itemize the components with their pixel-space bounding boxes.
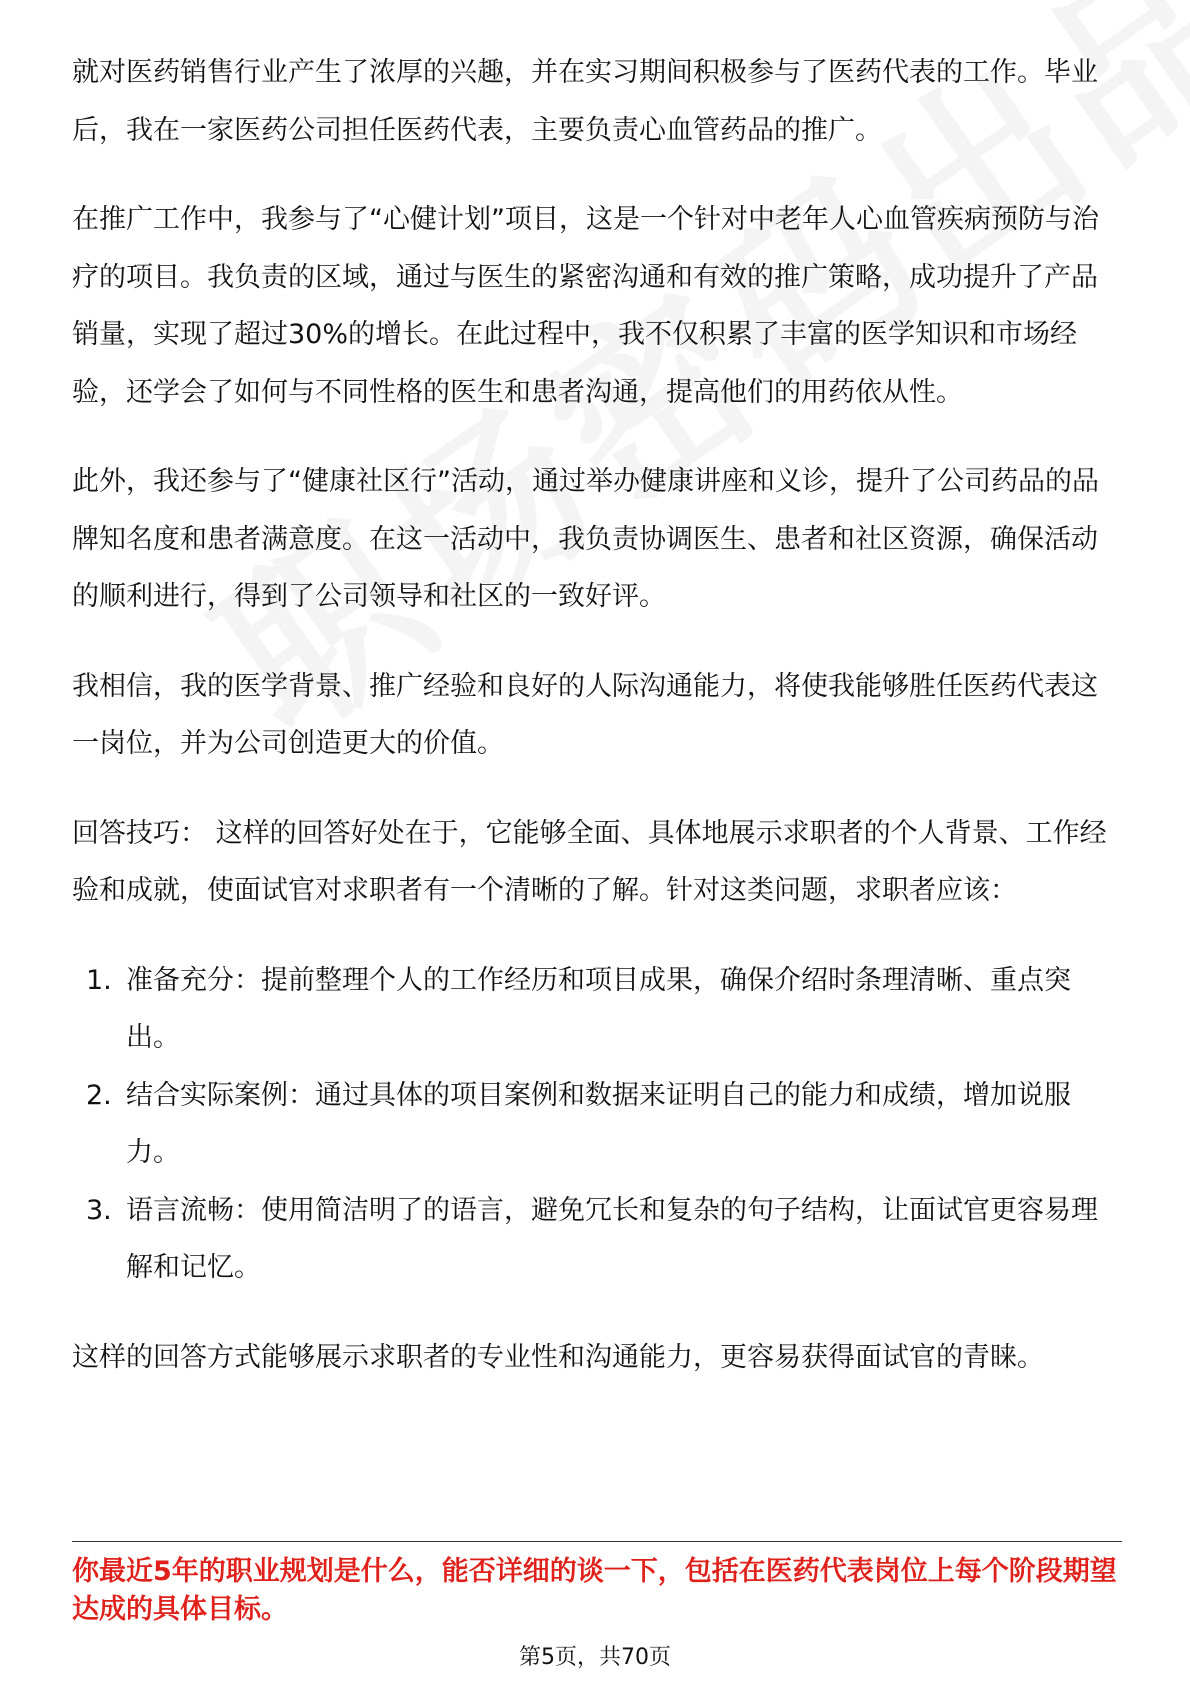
page-number: 第5页，共70页: [519, 1645, 671, 1670]
next-question-heading: 你最近5年的职业规划是什么，能否详细的谈一下，包括在医药代表岗位上每个阶段期望达成的具体目标。: [72, 1556, 1117, 1625]
tips-list: [72, 952, 1122, 1297]
paragraph-closing: 这样的回答方式能够展示求职者的专业性和沟通能力，更容易获得面试官的青睐。: [72, 1341, 1044, 1373]
paragraph-conclusion: 我相信，我的医学背景、推广经验和良好的人际沟通能力，将使我能够胜任医药代表这一岗位，并为公司创造更大的价值。: [72, 670, 1098, 759]
list-text: 结合实际案例：通过具体的项目案例和数据来证明自己的能力和成绩，增加说服力。: [126, 1079, 1071, 1168]
list-text: 准备充分：提前整理个人的工作经历和项目成果，确保介绍时条理清晰、重点突出。: [126, 964, 1071, 1053]
list-item: [72, 1067, 1122, 1182]
list-number: 3.: [86, 1194, 112, 1226]
list-number: 1.: [86, 964, 112, 996]
list-number: 2.: [86, 1079, 112, 1111]
list-item: [72, 1182, 1122, 1297]
paragraph-project: 在推广工作中，我参与了“心健计划”项目，这是一个针对中老年人心血管疾病预防与治疗的项目。我负责的区域，通过与医生的紧密沟通和有效的推广策略，成功提升了产品销量，实现了超过30%的增长。在此过程中，我不仅积累了丰富的医学知识和市场经验，还学会了如何与不同性格的医生和患者沟通，提高他们的用药依从性。: [72, 204, 1099, 408]
list-item: [72, 952, 1122, 1067]
divider: [72, 1541, 1122, 1542]
paragraph-activity: 此外，我还参与了“健康社区行”活动，通过举办健康讲座和义诊，提升了公司药品的品牌知名度和患者满意度。在这一活动中，我负责协调医生、患者和社区资源，确保活动的顺利进行，得到了公司领导和社区的一致好评。: [72, 466, 1099, 612]
paragraph-background: 就对医药销售行业产生了浓厚的兴趣，并在实习期间积极参与了医药代表的工作。毕业后，我在一家医药公司担任医药代表，主要负责心血管药品的推广。: [72, 57, 1098, 146]
paragraph-answer-tips: 回答技巧： 这样的回答好处在于，它能够全面、具体地展示求职者的个人背景、工作经验和成就，使面试官对求职者有一个清晰的了解。针对这类问题，求职者应该：: [72, 817, 1107, 906]
list-text: 语言流畅：使用简洁明了的语言，避免冗长和复杂的句子结构，让面试官更容易理解和记忆。: [126, 1194, 1098, 1283]
document-body: [72, 44, 1122, 1418]
